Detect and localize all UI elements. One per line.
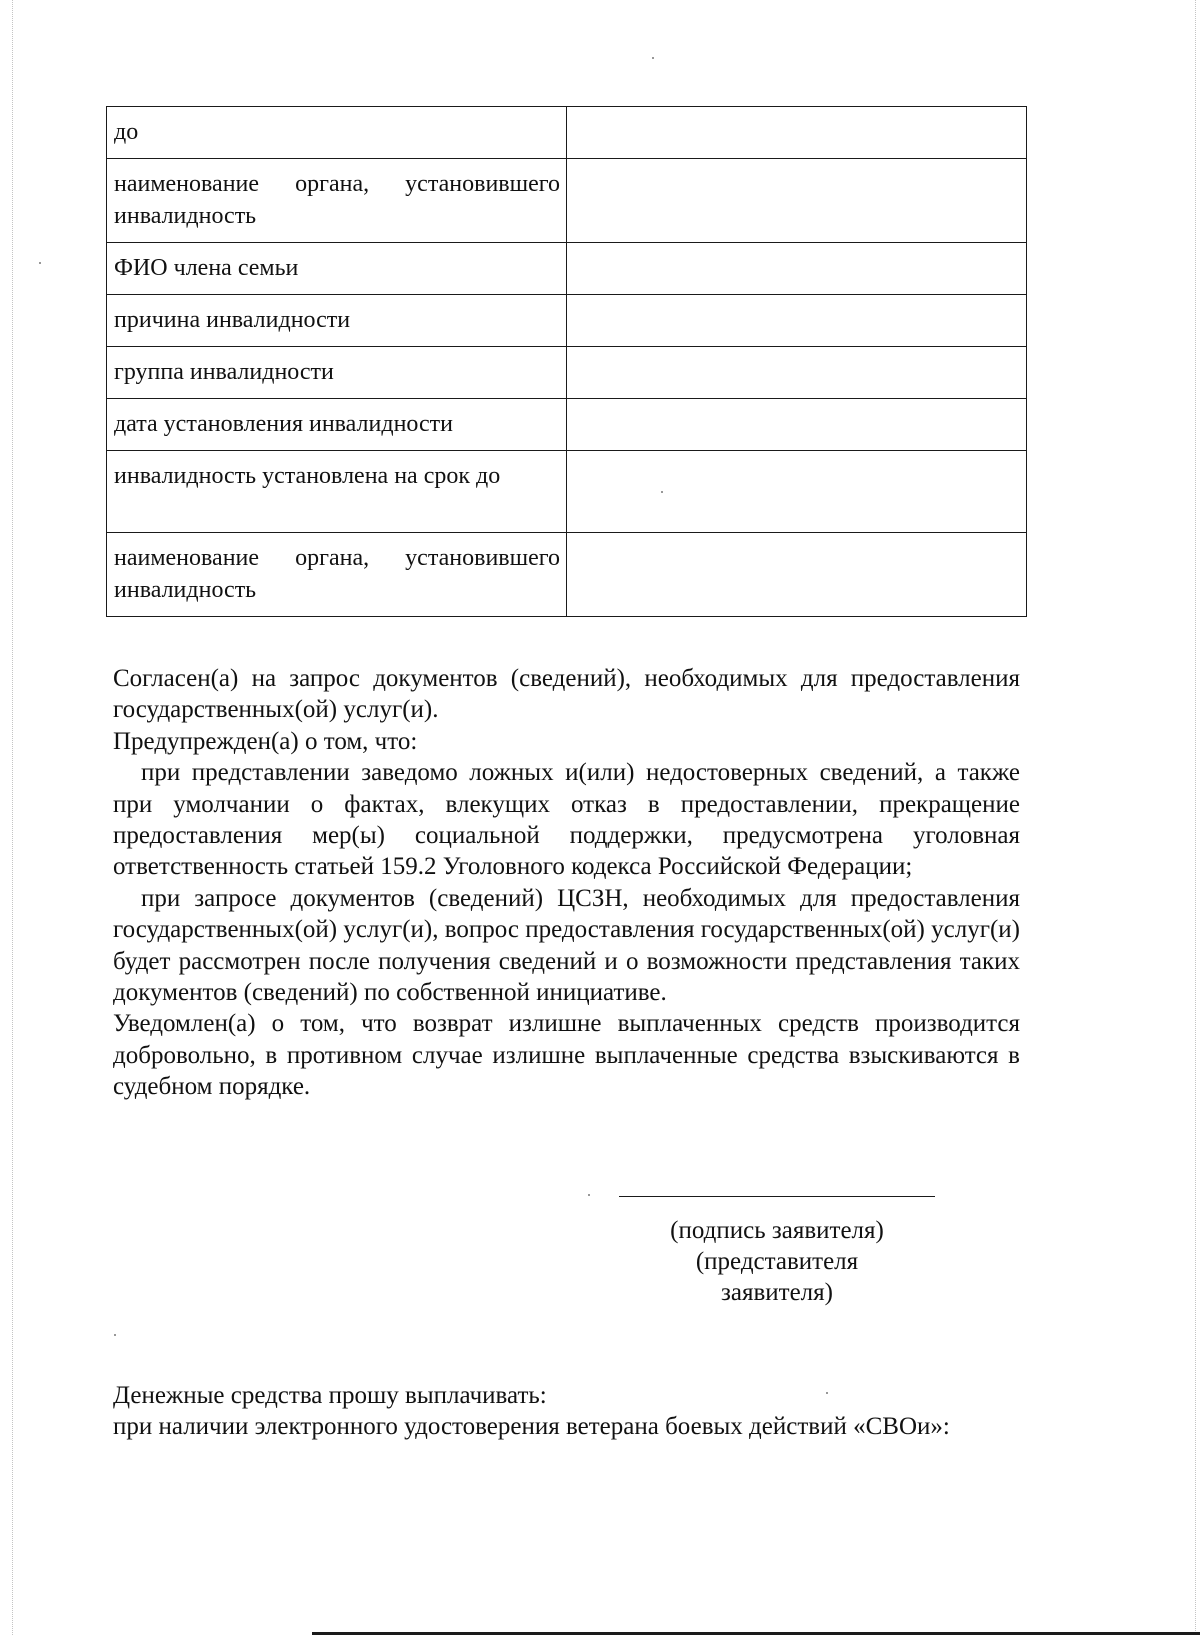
field-value[interactable] [567,159,1027,243]
signature-caption-representative: (представителя [695,1248,859,1275]
field-label: до [107,107,567,159]
field-label: дата установления инвалидности [107,399,567,451]
scan-edge-right [1195,0,1196,1635]
field-value[interactable] [567,107,1027,159]
table-row [107,399,1027,451]
table-row [107,295,1027,347]
field-value[interactable] [567,295,1027,347]
table-row [107,347,1027,399]
signature-line[interactable] [619,1196,935,1197]
field-label: ФИО члена семьи [107,243,567,295]
scan-speck [661,491,663,493]
scan-speck [652,57,654,59]
applicant-signature-block [619,1196,935,1308]
payment-section [113,1380,1020,1443]
scan-speck [39,262,41,264]
consent-agree-paragraph: Согласен(а) на запрос документов (сведений), необходимых для предоставления государственных(ой) услуг(и). [113,665,1020,724]
field-value[interactable] [567,243,1027,295]
payment-option-svoi: при наличии электронного удостоверения ветерана боевых действий «СВОи»: [113,1413,950,1441]
field-label: наименование органа, установившего инвалидность [107,533,567,617]
field-label: группа инвалидности [107,347,567,399]
field-label: причина инвалидности [107,295,567,347]
consent-clause-document-request: при запросе документов (сведений) ЦСЗН, необходимых для предоставления государственных(ой) услуг(и), вопрос предоставления государственных(ой) услуг(и) будет рассмотрен после получения сведений и о возможности представления таких документов (сведений) по собственной инициативе. [113,884,1020,1007]
consent-warned-heading: Предупрежден(а) о том, что: [113,727,418,755]
scan-speck [114,1334,116,1336]
disability-details-table [106,106,1027,617]
table-row [107,533,1027,617]
field-value[interactable] [567,347,1027,399]
payment-heading: Денежные средства прошу выплачивать: [113,1382,547,1409]
table-row [107,159,1027,243]
signature-caption-applicant-end: заявителя) [721,1279,833,1306]
table-row [107,451,1027,533]
field-value[interactable] [567,451,1027,533]
consent-notified-paragraph: Уведомлен(а) о том, что возврат излишне выплаченных средств производится добровольно, в противном случае излишне выплаченные средства взыскиваются в судебном порядке. [113,1010,1020,1101]
table-row [107,243,1027,295]
table-row [107,107,1027,159]
field-label: инвалидность установлена на срок до [107,451,567,533]
scan-edge-left [12,0,13,1635]
scan-speck [588,1194,590,1196]
consent-section [113,663,1020,1103]
scan-speck [826,1392,828,1394]
signature-caption-applicant: (подпись заявителя) [670,1217,884,1244]
field-value[interactable] [567,533,1027,617]
field-value[interactable] [567,399,1027,451]
field-label: наименование органа, установившего инвалидность [107,159,567,243]
consent-clause-false-info: при представлении заведомо ложных и(или) недостоверных сведений, а также при умолчании о фактах, влекущих отказ в предоставлении, прекращение предоставления мер(ы) социальной поддержки, предусмотрена уголовная ответственность статьей 159.2 Уголовного кодекса Российской Федерации; [113,759,1020,881]
